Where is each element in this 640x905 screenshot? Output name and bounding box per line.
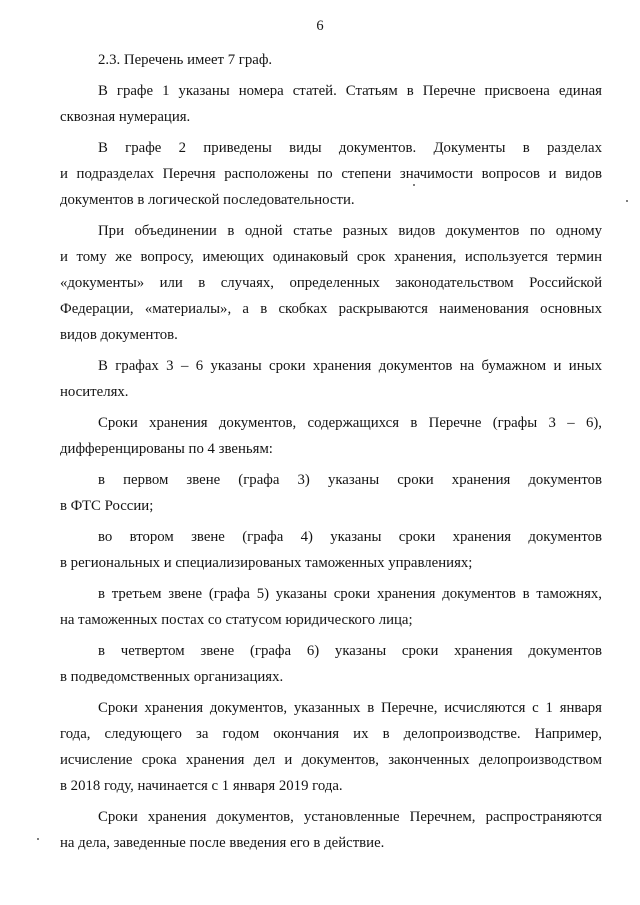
text-line: носителях. <box>60 384 129 400</box>
text-line: В графе 1 указаны номера статей. Статьям в Перечне присвоена единая <box>98 83 602 99</box>
paragraph <box>60 353 602 405</box>
scan-speck <box>37 838 39 840</box>
paragraph <box>60 218 602 348</box>
paragraph <box>60 804 602 856</box>
paragraph <box>60 47 602 73</box>
text-line: В графах 3 – 6 указаны сроки хранения документов на бумажном и иных <box>98 358 602 374</box>
text-line: в региональных и специализированых таможенных управлениях; <box>60 555 473 571</box>
text-line: и тому же вопросу, имеющих одинаковый срок хранения, используется термин <box>60 249 602 265</box>
paragraph <box>60 410 602 462</box>
text-line: Сроки хранения документов, указанных в Перечне, исчисляются с 1 января <box>98 700 602 716</box>
text-line: документов в логической последовательности. <box>60 192 355 208</box>
text-line: 2.3. Перечень имеет 7 граф. <box>98 52 273 68</box>
paragraph <box>60 581 602 633</box>
text-line: в подведомственных организациях. <box>60 669 284 685</box>
text-line: на таможенных постах со статусом юридического лица; <box>60 612 413 628</box>
text-line: Сроки хранения документов, содержащихся в Перечне (графы 3 – 6), <box>98 415 602 431</box>
text-line: и подразделах Перечня расположены по степени значимости вопросов и видов <box>60 166 602 182</box>
text-line: При объединении в одной статье разных видов документов по одному <box>98 223 602 239</box>
paragraph <box>60 638 602 690</box>
text-line: дифференцированы по 4 звеньям: <box>60 441 273 457</box>
paragraph <box>60 78 602 130</box>
page-number: 6 <box>316 18 324 34</box>
text-line: видов документов. <box>60 327 178 343</box>
text-line: Федерации, «материалы», а в скобках раскрываются наименования основных <box>60 301 602 317</box>
scan-speck <box>413 184 415 186</box>
text-line: в первом звене (графа 3) указаны сроки хранения документов <box>98 472 602 488</box>
paragraph <box>60 467 602 519</box>
text-line: Сроки хранения документов, установленные Перечнем, распространяются <box>98 809 602 825</box>
text-line: сквозная нумерация. <box>60 109 191 125</box>
text-line: в 2018 году, начинается с 1 января 2019 года. <box>60 778 343 794</box>
text-line: в ФТС России; <box>60 498 154 514</box>
text-line: в третьем звене (графа 5) указаны сроки хранения документов в таможнях, <box>98 586 602 602</box>
text-line: в четвертом звене (графа 6) указаны сроки хранения документов <box>98 643 602 659</box>
text-line: года, следующего за годом окончания их в делопроизводстве. Например, <box>60 726 602 742</box>
text-line: на дела, заведенные после введения его в действие. <box>60 835 385 851</box>
text-line: исчисление срока хранения дел и документов, законченных делопроизводством <box>60 752 602 768</box>
text-line: во втором звене (графа 4) указаны сроки хранения документов <box>98 529 602 545</box>
paragraph <box>60 524 602 576</box>
text-line: «документы» или в случаях, определенных законодательством Российской <box>60 275 602 291</box>
scan-speck <box>626 200 628 202</box>
body-text <box>60 47 602 861</box>
text-line: В графе 2 приведены виды документов. Документы в разделах <box>98 140 602 156</box>
paragraph <box>60 135 602 213</box>
paragraph <box>60 695 602 799</box>
